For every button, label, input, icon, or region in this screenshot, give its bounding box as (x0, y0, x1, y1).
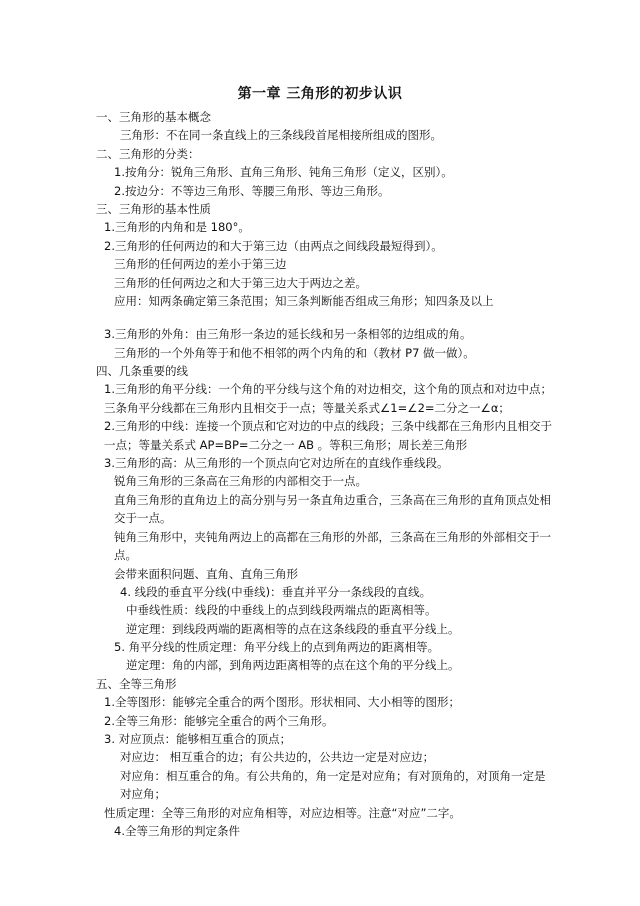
text-line: 1.按角分：锐角三角形、直角三角形、钝角三角形（定义，区别）。 (114, 165, 453, 180)
text-line: 3. 对应顶点：能够相互重合的顶点； (104, 732, 292, 747)
text-paragraph: 1.三角形的角平分线：一个角的平分线与这个角的对边相交，这个角的顶点和对边中点；三条角平分线都在三角形内且相交于一点；等量关系式∠1=∠2=二分之一∠α； (104, 382, 552, 415)
text-line: 逆定理：角的内部，到角两边距离相等的点在这个角的平分线上。 (126, 658, 460, 673)
text-line: 4. 线段的垂直平分线(中垂线)：垂直并平分一条线段的直线。 (120, 584, 432, 599)
text-line: 应用：知两条确定第三条范围；知三条判断能否组成三角形；知四条及以上 (114, 293, 494, 308)
text-line: 3.三角形的高：从三角形的一个顶点向它对边所在的直线作垂线段。 (104, 456, 449, 471)
text-line: 3.三角形的外角：由三角形一条边的延长线和另一条相邻的边组成的角。 (104, 327, 472, 342)
text-line: 锐角三角形的三条高在三角形的内部相交于一点。 (114, 474, 367, 489)
text-line: 三角形的任何两边之和大于第三边大于两边之差。 (114, 275, 367, 290)
text-line: 三角形的一个外角等于和他不相邻的两个内角的和（教材 P7 做一做）。 (114, 345, 475, 360)
text-line: 会带来面积问题、直角、直角三角形 (114, 566, 298, 581)
text-line: 2.全等三角形：能够完全重合的两个三角形。 (104, 713, 334, 728)
chapter-title: 第一章 三角形的初步认识 (237, 86, 403, 102)
text-paragraph: 2.三角形的中线：连接一个顶点和它对边的中点的线段；三条中线都在三角形内且相交于一点；等量关系式 AP=BP=二分之一 AB 。等积三角形；周长差三角形 (104, 419, 552, 452)
text-line: 1.全等图形：能够完全重合的两个图形。形状相同、大小相等的图形； (104, 695, 460, 710)
text-line: 中垂线性质：线段的中垂线上的点到线段两端点的距离相等。 (126, 603, 437, 618)
section-heading: 五、全等三角形 (96, 676, 177, 691)
text-line: 三角形：不在同一条直线上的三条线段首尾相接所组成的图形。 (120, 128, 442, 143)
text-line: 4.全等三角形的判定条件 (114, 824, 240, 838)
text-paragraph: 直角三角形的直角边上的高分别与另一条直角边重合，三条高在三角形的直角顶点处相交于一点。 (114, 492, 551, 526)
text-line: 1.三角形的内角和是 180°。 (104, 220, 250, 235)
section-heading: 二、三角形的分类： (96, 146, 200, 161)
section-heading: 三、三角形的基本性质 (96, 201, 211, 216)
spacer (96, 310, 556, 325)
text-line: 逆定理：到线段两端的距离相等的点在这条线段的垂直平分线上。 (126, 621, 460, 636)
text-paragraph: 对应角：相互重合的角。有公共角的，角一定是对应角；有对顶角的，对顶角一定是对应角； (120, 768, 546, 802)
text-paragraph: 钝角三角形中，夹钝角两边上的高都在三角形的外部，三条高在三角形的外部相交于一点。 (114, 529, 551, 563)
section-heading: 四、几条重要的线 (96, 364, 188, 379)
section-heading: 一、三角形的基本概念 (96, 110, 211, 124)
text-line: 三角形的任何两边的差小于第三边 (114, 257, 287, 272)
document-body (96, 108, 556, 840)
text-line: 对应边： 相互重合的边；有公共边的，公共边一定是对应边； (120, 750, 435, 765)
text-line: 5. 角平分线的性质定理：角平分线上的点到角两边的距离相等。 (114, 640, 440, 655)
text-line: 2.三角形的任何两边的和大于第三边（由两点之间线段最短得到）。 (104, 238, 443, 253)
text-line: 2.按边分：不等边三角形、等腰三角形、等边三角形。 (114, 183, 390, 198)
text-line: 性质定理：全等三角形的对应角相等，对应边相等。注意“对应”二字。 (104, 805, 461, 820)
